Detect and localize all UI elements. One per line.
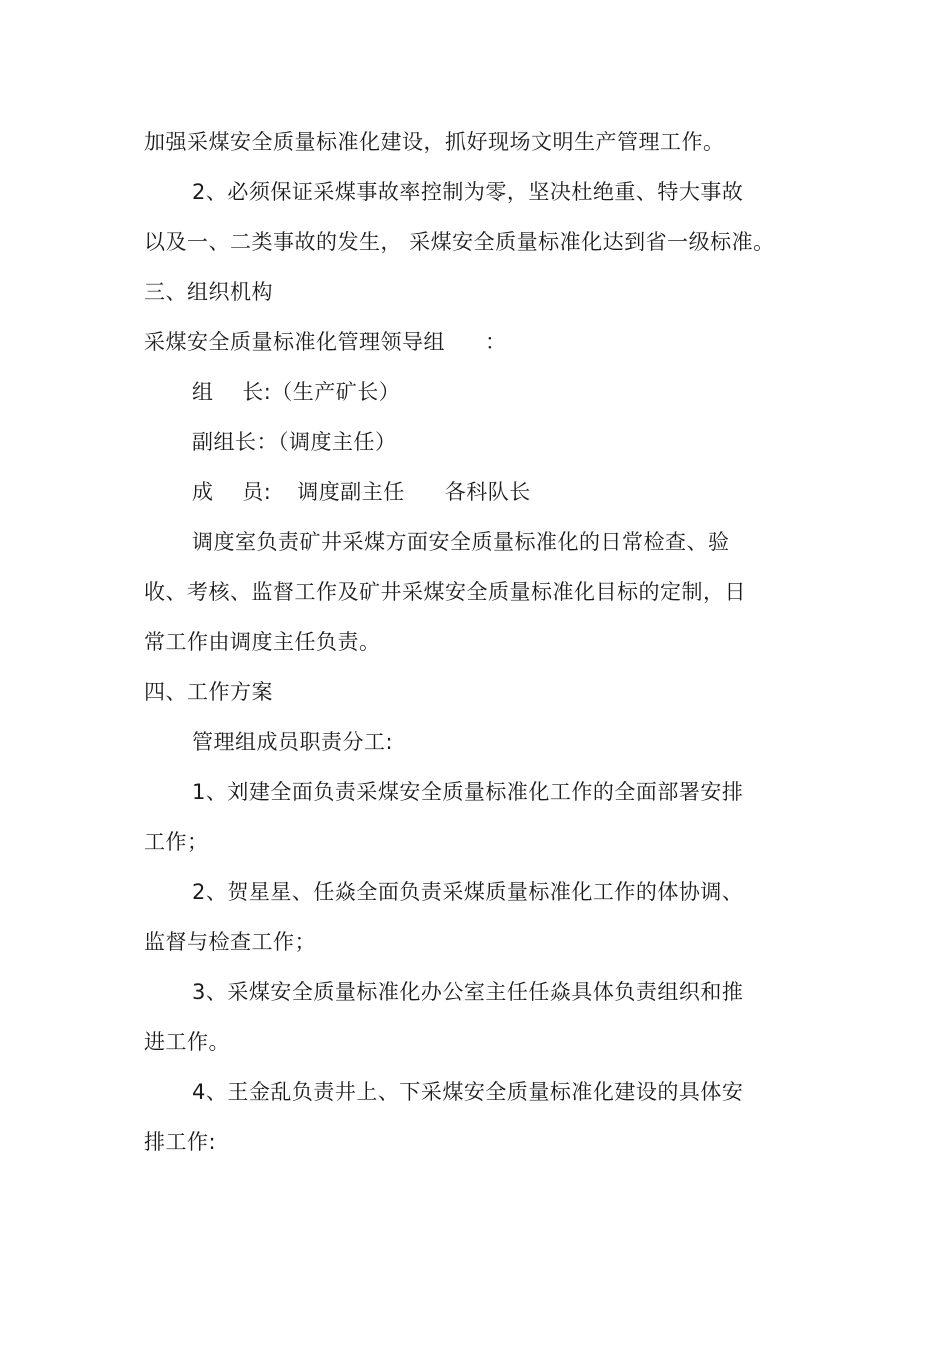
list-item-line: 工作； — [144, 830, 209, 854]
deputy-leader-value: （调度主任） — [278, 430, 397, 454]
leadership-group-colon: ： — [485, 330, 507, 354]
paragraph-line: 以及一、二类事故的发生， 采煤安全质量标准化达到省一级标准。 — [144, 230, 775, 254]
list-item-line: 进工作。 — [144, 1030, 230, 1054]
paragraph-line: 加强采煤安全质量标准化建设，抓好现场文明生产管理工作。 — [144, 130, 725, 154]
list-item-line: 排工作: — [144, 1130, 217, 1154]
deputy-leader-line — [192, 427, 397, 457]
members-value-2: 各科队长 — [444, 480, 531, 504]
paragraph-line: 收、考核、监督工作及矿井采煤安全质量标准化目标的定制，日 — [144, 580, 746, 604]
leader-value: （生产矿长） — [271, 380, 401, 404]
members-line — [192, 477, 531, 507]
paragraph-line: 常工作由调度主任负责。 — [144, 630, 381, 654]
members-label: 成 员: — [192, 480, 272, 504]
deputy-leader-label: 副组长： — [192, 430, 278, 454]
list-item-line: 监督与检查工作； — [144, 930, 316, 954]
paragraph-line: 2、必须保证采煤事故率控制为零，坚决杜绝重、特大事故 — [192, 180, 744, 204]
list-item-line: 2、贺星星、任焱全面负责采煤质量标准化工作的体协调、 — [192, 880, 744, 904]
leadership-group-name: 采煤安全质量标准化管理领导组 — [144, 330, 445, 354]
list-item-line: 3、采煤安全质量标准化办公室主任任焱具体负责组织和推 — [192, 980, 744, 1004]
paragraph-line: 调度室负责矿井采煤方面安全质量标准化的日常检查、验 — [192, 530, 730, 554]
members-value-1: 调度副主任 — [297, 480, 405, 504]
leader-line — [192, 377, 400, 407]
leadership-group-line — [144, 327, 507, 357]
leader-label: 组 长: — [192, 380, 272, 404]
duties-intro: 管理组成员职责分工: — [192, 730, 394, 754]
section-heading: 三、组织机构 — [144, 280, 273, 304]
list-item-line: 1、刘建全面负责采煤安全质量标准化工作的全面部署安排 — [192, 780, 744, 804]
list-item-line: 4、王金乱负责井上、下采煤安全质量标准化建设的具体安 — [192, 1080, 744, 1104]
section-heading: 四、工作方案 — [144, 680, 273, 704]
